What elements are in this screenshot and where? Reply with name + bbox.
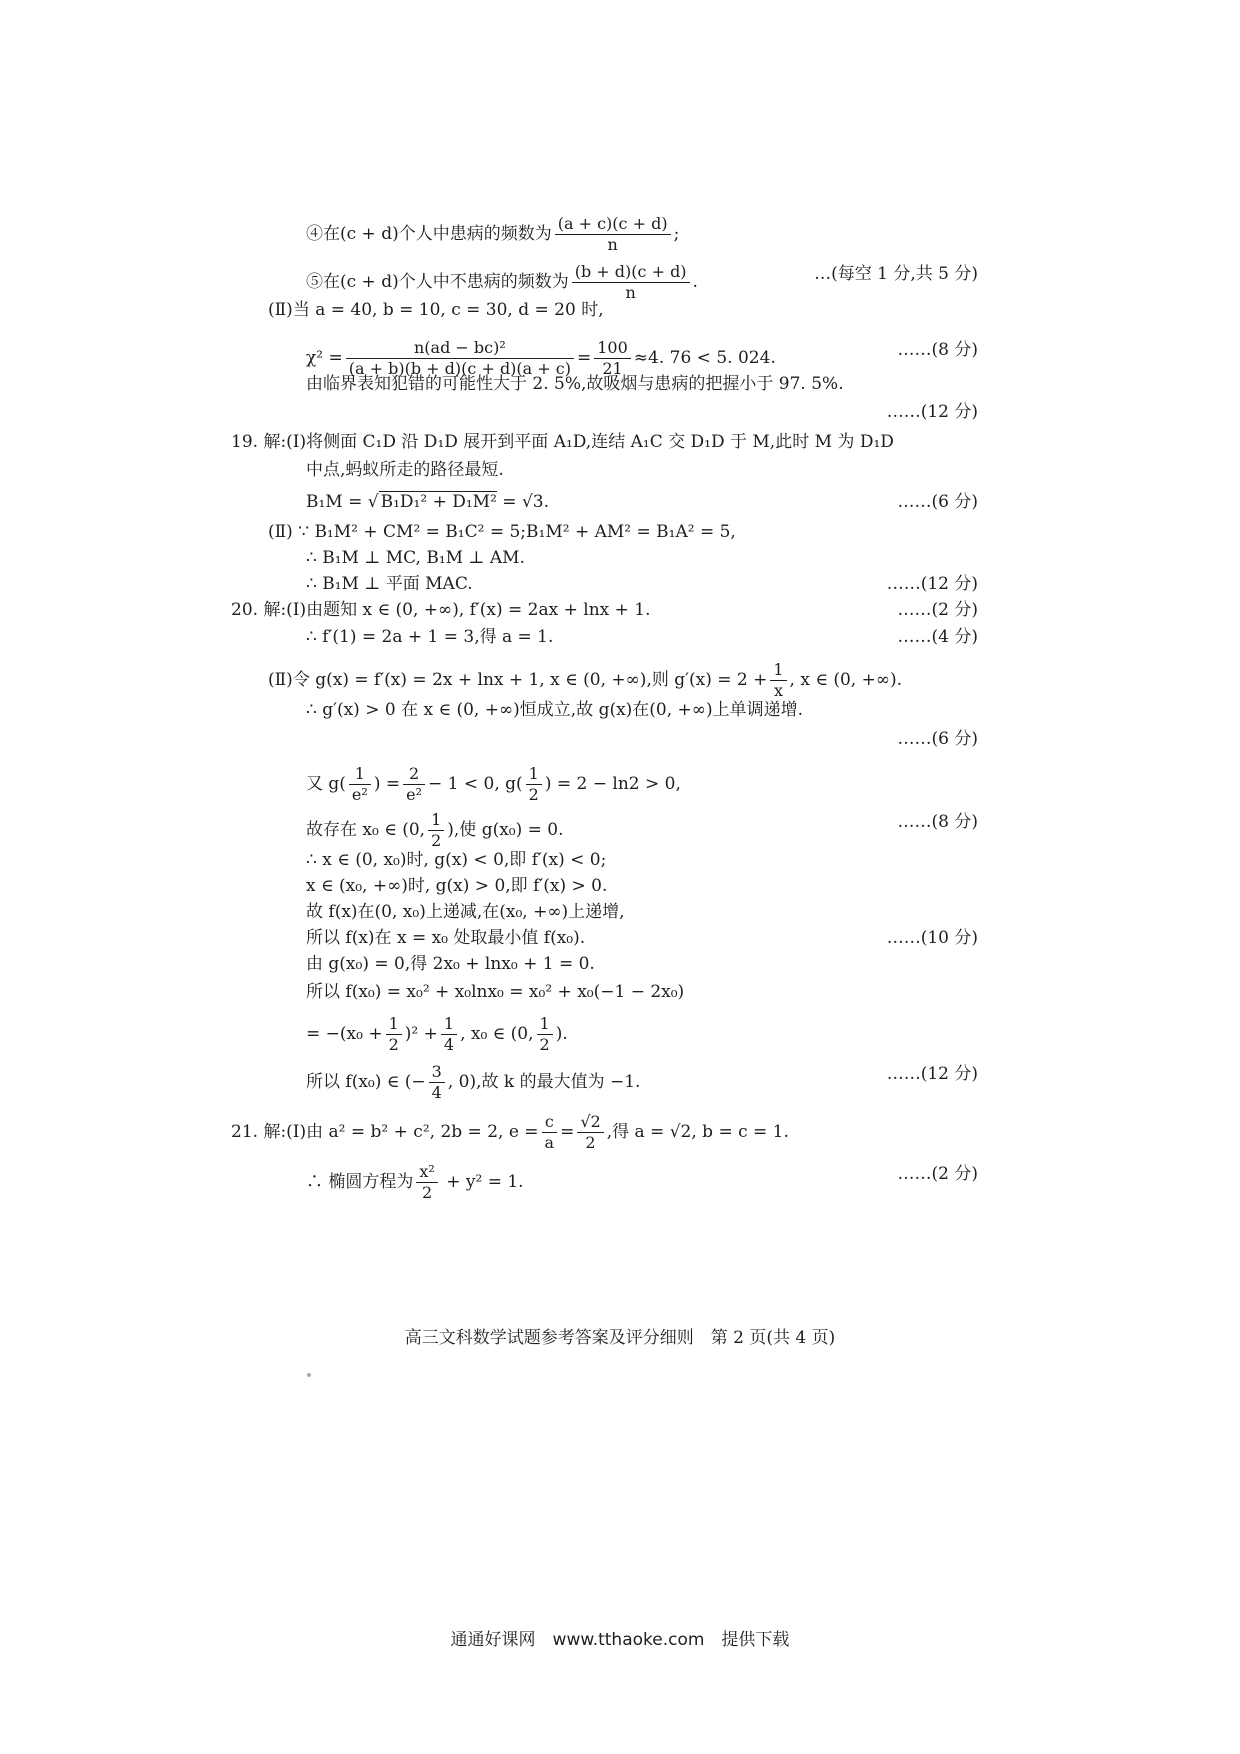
line-25-text: 所以 f(x₀) = x₀² + x₀lnx₀ = x₀² + x₀(−1 − 2x₀) bbox=[306, 982, 685, 1002]
question-19-text: 19. 解:(Ⅰ)将侧面 C₁D 沿 D₁D 展开到平面 A₁D,连结 A₁C 交 D₁D 于 M,此时 M 为 D₁D bbox=[231, 432, 894, 452]
fraction-numerator: 1 bbox=[428, 810, 444, 831]
fraction-denominator: 2 bbox=[539, 1035, 550, 1054]
line-3-text: (Ⅱ)当 a = 40, b = 10, c = 30, d = 20 时, bbox=[268, 300, 604, 320]
score-note: ……(8 分) bbox=[897, 812, 978, 832]
line-21-text: x ∈ (x₀, +∞)时, g(x) > 0,即 f′(x) > 0. bbox=[306, 876, 608, 896]
line-9-tail: = √3. bbox=[496, 492, 550, 512]
score-note: ……(2 分) bbox=[897, 1164, 978, 1184]
fraction-denominator: 4 bbox=[443, 1035, 455, 1054]
fraction-denominator: e² bbox=[351, 785, 368, 804]
line-27-content bbox=[306, 1062, 640, 1103]
line-1-tail: ; bbox=[673, 224, 680, 244]
fraction-numerator: (a + c)(c + d) bbox=[555, 214, 671, 235]
fraction bbox=[416, 1162, 437, 1203]
fraction bbox=[555, 214, 671, 255]
fraction-denominator: 21 bbox=[602, 359, 623, 378]
line-8-text: 中点,蚂蚁所走的路径最短. bbox=[306, 460, 504, 480]
fraction bbox=[441, 1014, 457, 1055]
fraction bbox=[349, 764, 371, 805]
fraction-numerator: 3 bbox=[429, 1062, 445, 1083]
line-5-text: 由临界表知犯错的可能性大于 2. 5%,故吸烟与患病的把握小于 97. 5%. bbox=[306, 374, 844, 394]
fraction-denominator: n bbox=[607, 235, 618, 254]
score-note: ……(4 分) bbox=[897, 627, 978, 647]
line-23-text: 所以 f(x)在 x = x₀ 处取最小值 f(x₀). bbox=[306, 928, 586, 948]
fraction-numerator: c bbox=[542, 1112, 558, 1133]
fraction-numerator: 2 bbox=[403, 764, 425, 785]
equals-sign: = bbox=[560, 1122, 575, 1142]
line-26-tail: ). bbox=[555, 1024, 568, 1044]
line-2-tail: . bbox=[692, 272, 698, 292]
line-14-text: ∴ f′(1) = 2a + 1 = 3,得 a = 1. bbox=[306, 627, 554, 647]
chi-square-symbol: χ² = bbox=[306, 348, 343, 368]
fraction-denominator: e² bbox=[406, 785, 422, 804]
question-21-content bbox=[231, 1112, 789, 1153]
fraction-denominator: 2 bbox=[388, 1035, 399, 1054]
line-1-content bbox=[306, 214, 679, 255]
fraction-numerator: 100 bbox=[594, 338, 631, 359]
line-18-mid-text: − 1 < 0, g( bbox=[427, 774, 523, 794]
line-10-text: (Ⅱ) ∵ B₁M² + CM² = B₁C² = 5;B₁M² + AM² = B₁A² = 5, bbox=[268, 522, 736, 542]
radicand: B₁D₁² + D₁M² bbox=[380, 492, 497, 512]
score-note: ……(12 分) bbox=[886, 402, 978, 422]
score-note: ……(6 分) bbox=[897, 492, 978, 512]
line-15-tail: , x ∈ (0, +∞). bbox=[789, 670, 903, 690]
website-credit: 通通好课网 www.tthaoke.com 提供下载 bbox=[450, 1630, 790, 1650]
fraction-numerator: 1 bbox=[770, 660, 786, 681]
page-footer: 高三文科数学试题参考答案及评分细则 第 2 页(共 4 页) bbox=[404, 1328, 836, 1348]
line-2-text: ⑤在(c + d)个人中不患病的频数为 bbox=[306, 272, 569, 292]
line-26-content bbox=[306, 1014, 568, 1055]
fraction-numerator: 1 bbox=[441, 1014, 457, 1035]
question-20-text: 20. 解:(Ⅰ)由题知 x ∈ (0, +∞), f′(x) = 2ax + lnx + 1. bbox=[231, 600, 651, 620]
score-note: ……(12 分) bbox=[886, 574, 978, 594]
line-29-text: ∴ 椭圆方程为 bbox=[306, 1172, 414, 1192]
score-note: ……(6 分) bbox=[897, 729, 978, 749]
line-9-text: B₁M = √ bbox=[306, 492, 379, 512]
line-27-tail: , 0),故 k 的最大值为 −1. bbox=[447, 1072, 641, 1092]
fraction-numerator: √2 bbox=[577, 1112, 603, 1133]
fraction-numerator: x² bbox=[416, 1162, 437, 1183]
line-16-text: ∴ g′(x) > 0 在 x ∈ (0, +∞)恒成立,故 g(x)在(0, +∞)上单调递增. bbox=[306, 700, 804, 720]
fraction-denominator: 2 bbox=[431, 831, 442, 850]
fraction bbox=[770, 660, 786, 701]
fraction bbox=[537, 1014, 553, 1055]
score-note: ……(12 分) bbox=[886, 1064, 978, 1084]
score-note: …(每空 1 分,共 5 分) bbox=[814, 264, 978, 284]
fraction bbox=[428, 810, 444, 851]
line-11-text: ∴ B₁M ⊥ MC, B₁M ⊥ AM. bbox=[306, 548, 525, 568]
line-4-tail: ≈4. 76 < 5. 024. bbox=[633, 348, 776, 368]
line-22-text: 故 f(x)在(0, x₀)上递减,在(x₀, +∞)上递增, bbox=[306, 902, 625, 922]
fraction-denominator: n bbox=[625, 283, 636, 302]
fraction bbox=[572, 262, 690, 303]
fraction-denominator: (a + b)(b + d)(c + d)(a + c) bbox=[348, 359, 571, 378]
fraction-denominator: x bbox=[773, 681, 783, 700]
score-note: ……(10 分) bbox=[886, 928, 978, 948]
line-1-text: ④在(c + d)个人中患病的频数为 bbox=[306, 224, 552, 244]
score-note: ……(8 分) bbox=[897, 340, 978, 360]
line-29-content bbox=[306, 1162, 524, 1203]
line-26-mid-text-2: , x₀ ∈ (0, bbox=[460, 1024, 534, 1044]
line-18-content bbox=[306, 764, 681, 805]
line-9-content bbox=[306, 490, 549, 514]
fraction-numerator: 1 bbox=[537, 1014, 553, 1035]
fraction bbox=[542, 1112, 558, 1153]
score-note: ……(2 分) bbox=[897, 600, 978, 620]
line-29-tail: + y² = 1. bbox=[440, 1172, 524, 1192]
fraction-numerator: (b + d)(c + d) bbox=[572, 262, 690, 283]
line-12-text: ∴ B₁M ⊥ 平面 MAC. bbox=[306, 574, 473, 594]
equals-sign: = bbox=[576, 348, 592, 368]
equals-sign: ) = bbox=[373, 774, 401, 794]
line-20-text: ∴ x ∈ (0, x₀)时, g(x) < 0,即 f′(x) < 0; bbox=[306, 850, 607, 870]
fraction bbox=[429, 1062, 445, 1103]
line-24-text: 由 g(x₀) = 0,得 2x₀ + lnx₀ + 1 = 0. bbox=[306, 954, 595, 974]
line-19-tail: ),使 g(x₀) = 0. bbox=[447, 820, 564, 840]
fraction-numerator: 1 bbox=[386, 1014, 402, 1035]
fraction-numerator: 1 bbox=[349, 764, 371, 785]
fraction-denominator: 2 bbox=[422, 1183, 433, 1202]
fraction-numerator: n(ad − bc)² bbox=[346, 338, 574, 359]
fraction-denominator: a bbox=[544, 1133, 555, 1152]
line-15-content bbox=[268, 660, 902, 701]
fraction-denominator: 2 bbox=[528, 785, 539, 804]
fraction bbox=[403, 764, 425, 805]
fraction bbox=[577, 1112, 603, 1153]
scan-speck bbox=[307, 1373, 311, 1377]
fraction-numerator: 1 bbox=[526, 764, 542, 785]
line-26-text: = −(x₀ + bbox=[306, 1024, 383, 1044]
line-18-text: 又 g( bbox=[306, 774, 346, 794]
question-21-tail: ,得 a = √2, b = c = 1. bbox=[606, 1122, 789, 1142]
line-26-mid-text: )² + bbox=[404, 1024, 438, 1044]
fraction bbox=[526, 764, 542, 805]
line-18-tail: ) = 2 − ln2 > 0, bbox=[544, 774, 681, 794]
line-15-text: (Ⅱ)令 g(x) = f′(x) = 2x + lnx + 1, x ∈ (0, +∞),则 g′(x) = 2 + bbox=[268, 670, 768, 690]
fraction-denominator: 4 bbox=[431, 1083, 442, 1102]
line-27-text: 所以 f(x₀) ∈ (− bbox=[306, 1072, 426, 1092]
line-19-text: 故存在 x₀ ∈ (0, bbox=[306, 820, 426, 840]
line-19-content bbox=[306, 810, 564, 851]
fraction bbox=[386, 1014, 402, 1055]
line-2-content bbox=[306, 262, 698, 303]
question-21-text: 21. 解:(Ⅰ)由 a² = b² + c², 2b = 2, e = bbox=[231, 1122, 539, 1142]
fraction-denominator: 2 bbox=[585, 1133, 596, 1152]
